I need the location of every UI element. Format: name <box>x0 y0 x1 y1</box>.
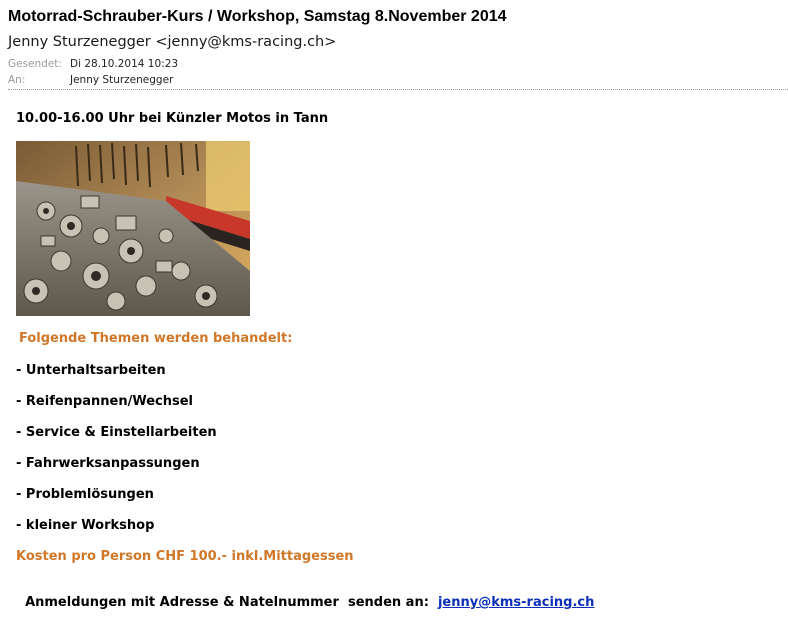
topic-item: - kleiner Workshop <box>16 518 155 533</box>
topic-item: - Unterhaltsarbeiten <box>16 363 166 378</box>
to-row <box>8 74 173 86</box>
registration-text: Anmeldungen mit Adresse & Natelnummer senden an: <box>25 595 429 610</box>
to-label: An: <box>8 74 26 86</box>
email-subject: Motorrad-Schrauber-Kurs / Workshop, Samstag 8.November 2014 <box>8 8 507 25</box>
sent-label: Gesendet: <box>8 58 62 70</box>
cost-line: Kosten pro Person CHF 100.- inkl.Mittagessen <box>16 549 354 564</box>
topic-item: - Reifenpannen/Wechsel <box>16 394 194 409</box>
time-location: 10.00-16.00 Uhr bei Künzler Motos in Tann <box>16 111 329 126</box>
to-value[interactable]: Jenny Sturzenegger <box>70 74 174 86</box>
topic-item: - Service & Einstellarbeiten <box>16 425 217 440</box>
topics-heading: Folgende Themen werden behandelt: <box>19 331 293 346</box>
topic-item: - Problemlösungen <box>16 487 154 502</box>
registration-email-link[interactable]: jenny@kms-racing.ch <box>437 595 595 610</box>
header-separator <box>8 89 788 90</box>
sent-value: Di 28.10.2014 10:23 <box>70 58 179 70</box>
registration-line <box>16 580 594 610</box>
workshop-photo <box>16 141 250 316</box>
sent-row <box>8 58 178 70</box>
topic-item: - Fahrwerksanpassungen <box>16 456 200 471</box>
email-from[interactable]: Jenny Sturzenegger <jenny@kms-racing.ch> <box>8 34 337 50</box>
